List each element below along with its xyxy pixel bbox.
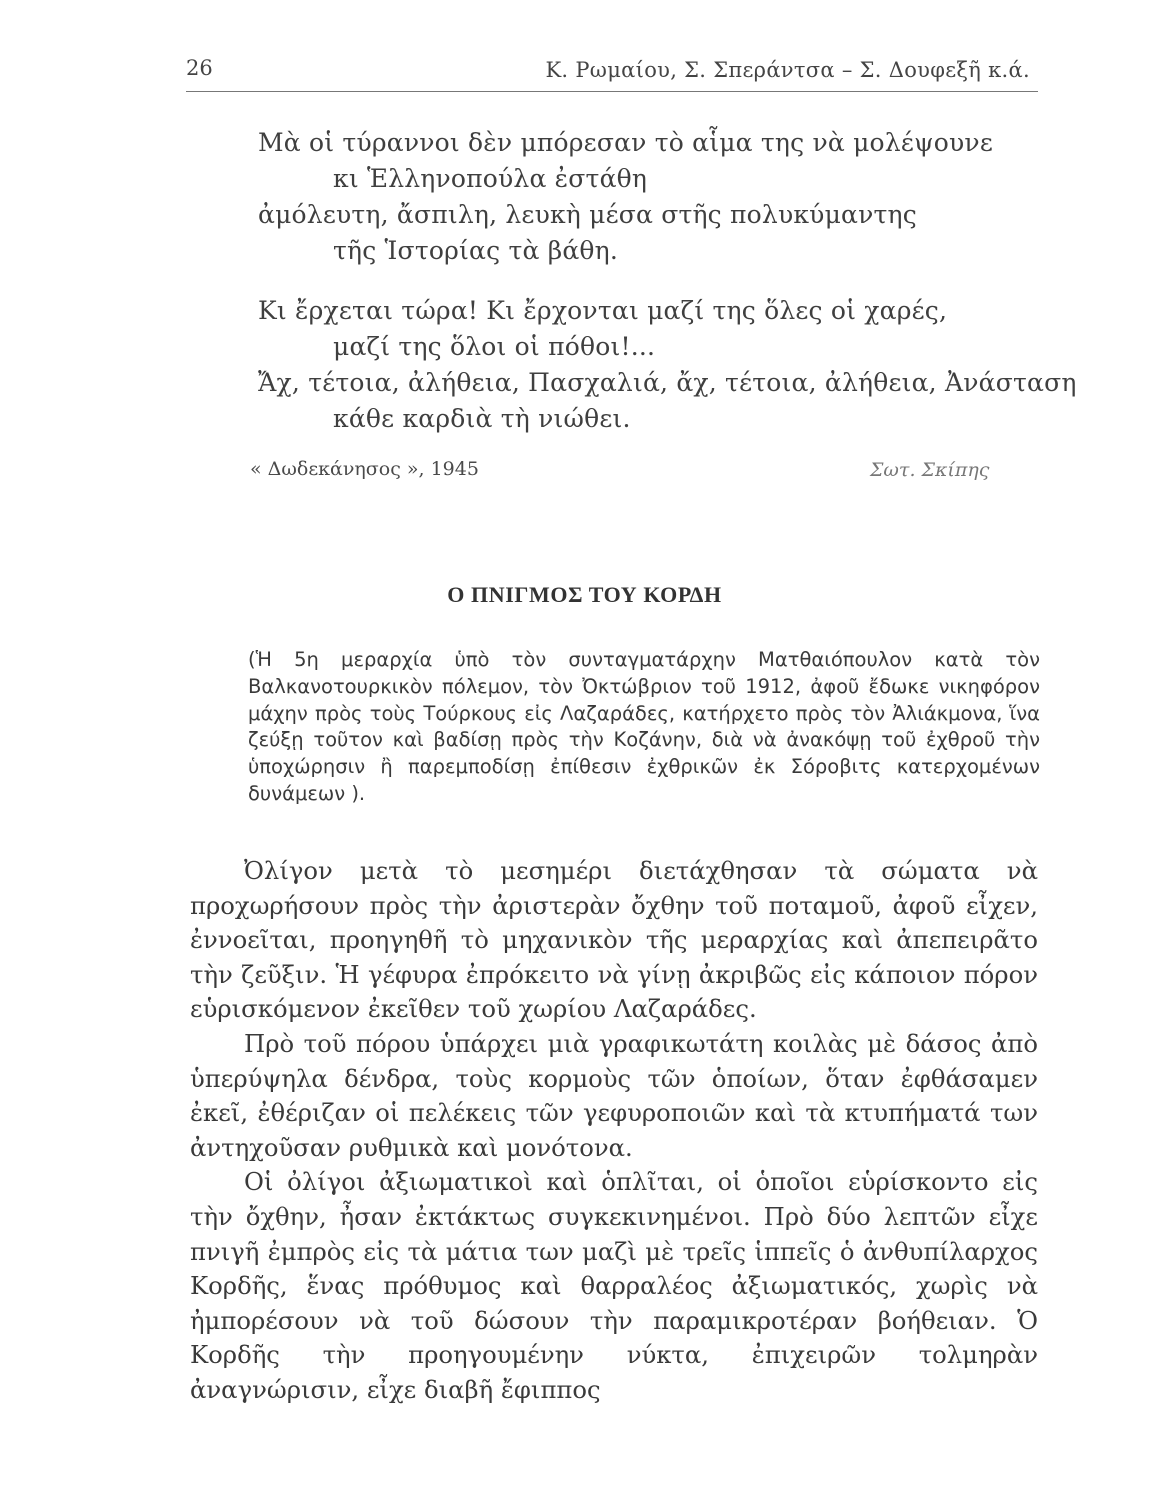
article-body xyxy=(190,854,1038,1408)
article-preface: (Ἡ 5η μεραρχία ὑπὸ τὸν συνταγματάρχην Ματθαιόπουλον κατὰ τὸν Βαλκανοτουρκικὸν πόλεμον, τὸν Ὀκτώβριον τοῦ 1912, ἀφοῦ ἔδωκε νικηφόρον μάχην πρὸς τοὺς Τούρκους εἰς Λαζαράδες, κατήρχετο πρὸς τὸν Ἀλιάκμονα, ἵνα ζεύξῃ τοῦτον καὶ βαδίσῃ πρὸς τὴν Κοζάνην, διὰ νὰ ἀνακόψῃ τοῦ ἐχθροῦ τὴν ὑποχώρησιν ἢ παρεμποδίσῃ ἐπίθεσιν ἐχθρικῶν ἐκ Σόροβιτς κατερχομένων δυνάμεων ). xyxy=(248,648,1040,805)
poem-line: μαζί της ὅλοι οἱ πόθοι!... xyxy=(333,332,656,361)
page-number: 26 xyxy=(186,56,213,80)
poem-author: Σωτ. Σκίπης xyxy=(870,459,990,481)
running-head: Κ. Ρωμαίου, Σ. Σπεράντσα – Σ. Δουφεξῆ κ.ά. xyxy=(545,58,1030,82)
poem-line: Ἄχ, τέτοια, ἀλήθεια, Πασχαλιά, ἄχ, τέτοια, ἀλήθεια, Ἀνάσταση xyxy=(258,368,1077,397)
body-paragraph: Ὀλίγον μετὰ τὸ μεσημέρι διετάχθησαν τὰ σώματα νὰ προχωρήσουν πρὸς τὴν ἀριστερὰν ὄχθην τοῦ ποταμοῦ, ἀφοῦ εἶχεν, ἐννοεῖται, προηγηθῆ τὸ μηχανικὸν τῆς μεραρχίας καὶ ἀπεπειρᾶτο τὴν ζεῦξιν. Ἡ γέφυρα ἐπρόκειτο νὰ γίνῃ ἀκριβῶς εἰς κάποιον πόρον εὑρισκόμενον ἐκεῖθεν τοῦ χωρίου Λαζαράδες. xyxy=(190,856,1038,1024)
poem-line: Μὰ οἱ τύραννοι δὲν μπόρεσαν τὸ αἷμα της νὰ μολέψουνε xyxy=(258,128,993,157)
poem-line: τῆς Ἱστορίας τὰ βάθη. xyxy=(333,236,619,265)
poem-line: ἀμόλευτη, ἄσπιλη, λευκὴ μέσα στῆς πολυκύμαντης xyxy=(258,200,917,229)
poem-source: « Δωδεκάνησος », 1945 xyxy=(250,458,479,480)
body-paragraph: Πρὸ τοῦ πόρου ὑπάρχει μιὰ γραφικωτάτη κοιλὰς μὲ δάσος ἀπὸ ὑπερύψηλα δένδρα, τοὺς κορμοὺς τῶν ὁποίων, ὅταν ἐφθάσαμεν ἐκεῖ, ἐθέριζαν οἱ πελέκεις τῶν γεφυροποιῶν καὶ τὰ κτυπήματά των ἀντηχοῦσαν ρυθμικὰ καὶ μονότονα. xyxy=(190,1028,1038,1162)
poem-line: κάθε καρδιὰ τὴ νιώθει. xyxy=(333,404,631,433)
page-header xyxy=(186,50,1036,90)
header-rule xyxy=(186,91,1038,92)
body-paragraph: Οἱ ὀλίγοι ἀξιωματικοὶ καὶ ὁπλῖται, οἱ ὁποῖοι εὑρίσκοντο εἰς τὴν ὄχθην, ἦσαν ἐκτάκτως συγκεκινημένοι. Πρὸ δύο λεπτῶν εἶχε πνιγῆ ἐμπρὸς εἰς τὰ μάτια των μαζὶ μὲ τρεῖς ἱππεῖς ὁ ἀνθυπίλαρχος Κορδῆς, ἕνας πρόθυμος καὶ θαρραλέος ἀξιωματικός, χωρὶς νὰ ἠμπορέσουν νὰ τοῦ δώσουν τὴν παραμικροτέραν βοήθειαν. Ὁ Κορδῆς τὴν προηγουμένην νύκτα, ἐπιχειρῶν τολμηρὰν ἀναγνώρισιν, εἶχε διαβῆ ἔφιππος xyxy=(190,1167,1038,1404)
poem-line: κι Ἑλληνοπούλα ἐστάθη xyxy=(333,164,648,193)
poem-line: Κι ἔρχεται τώρα! Κι ἔρχονται μαζί της ὅλες οἱ χαρές, xyxy=(258,296,948,325)
article-title: Ο ΠΝΙΓΜΟΣ ΤΟΥ ΚΟΡΔΗ xyxy=(447,582,722,607)
